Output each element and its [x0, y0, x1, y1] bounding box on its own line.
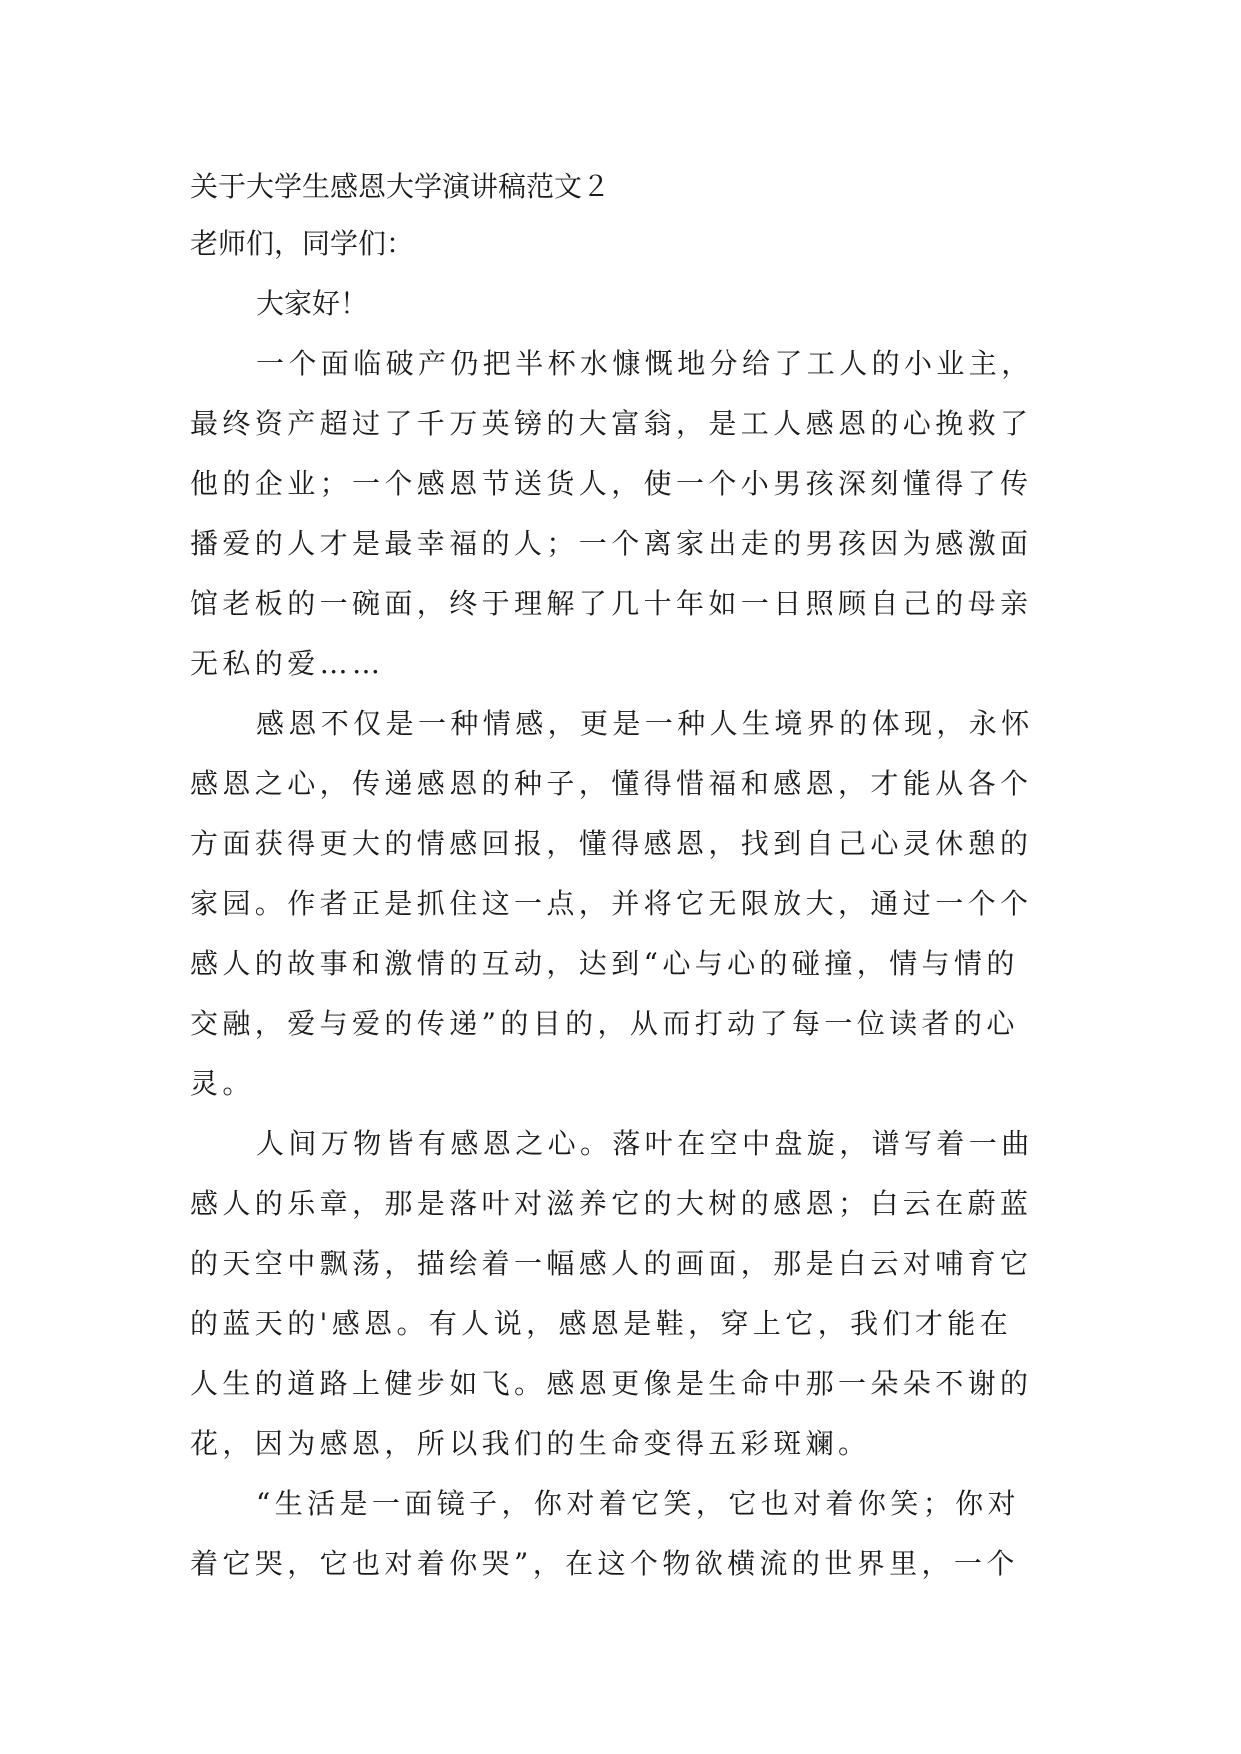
- paragraph-line: 的天空中飘荡，描绘着一幅感人的画面，那是白云对哺育它: [190, 1247, 1033, 1280]
- document-title: 关于大学生感恩大学演讲稿范文２: [190, 170, 611, 203]
- paragraph-3: [190, 1114, 1050, 1474]
- paragraph-line: 的蓝天的'感恩。有人说，感恩是鞋，穿上它，我们才能在: [190, 1307, 1013, 1340]
- paragraph-line: 人生的道路上健步如飞。感恩更像是生命中那一朵朵不谢的: [190, 1367, 1033, 1400]
- paragraph-line: 感人的乐章，那是落叶对滋养它的大树的感恩；白云在蔚蓝: [190, 1187, 1033, 1220]
- paragraph-line: 方面获得更大的情感回报，懂得感恩，找到自己心灵休憩的: [190, 827, 1033, 860]
- paragraph-1: [190, 334, 1050, 694]
- paragraph-line: 他的企业；一个感恩节送货人，使一个小男孩深刻懂得了传: [190, 467, 1033, 500]
- salutation: 老师们，同学们：: [190, 227, 415, 260]
- paragraph-line: 一个面临破产仍把半杯水慷慨地分给了工人的小业主，: [256, 347, 1034, 380]
- paragraph-line: 馆老板的一碗面，终于理解了几十年如一日照顾自己的母亲: [190, 587, 1033, 620]
- document-body: [190, 160, 1050, 1594]
- paragraph-line: 灵。: [190, 1067, 255, 1100]
- paragraph-line: 着它哭，它也对着你哭”，在这个物欲横流的世界里，一个: [190, 1547, 1019, 1580]
- paragraph-line: 交融，爱与爱的传递”的目的，从而打动了每一位读者的心: [190, 1007, 1019, 1040]
- paragraph-line: 花，因为感恩，所以我们的生命变得五彩斑斓。: [190, 1427, 871, 1460]
- paragraph-line: 感恩不仅是一种情感，更是一种人生境界的体现，永怀: [256, 707, 1034, 740]
- greeting: 大家好！: [256, 287, 369, 320]
- paragraph-4: [190, 1474, 1050, 1594]
- paragraph-line: 最终资产超过了千万英镑的大富翁，是工人感恩的心挽救了: [190, 407, 1033, 440]
- paragraph-line: 家园。作者正是抓住这一点，并将它无限放大，通过一个个: [190, 887, 1033, 920]
- paragraph-line: 播爱的人才是最幸福的人；一个离家出走的男孩因为感激面: [190, 527, 1033, 560]
- paragraph-line: 无私的爱……: [190, 647, 385, 680]
- paragraph-line: 感恩之心，传递感恩的种子，懂得惜福和感恩，才能从各个: [190, 767, 1033, 800]
- paragraph-line: 感人的故事和激情的互动，达到“心与心的碰撞，情与情的: [190, 947, 1019, 980]
- paragraph-line: 人间万物皆有感恩之心。落叶在空中盘旋，谱写着一曲: [256, 1127, 1034, 1160]
- paragraph-line: “生活是一面镜子，你对着它笑，它也对着你笑；你对: [256, 1487, 1020, 1520]
- paragraph-2: [190, 694, 1050, 1114]
